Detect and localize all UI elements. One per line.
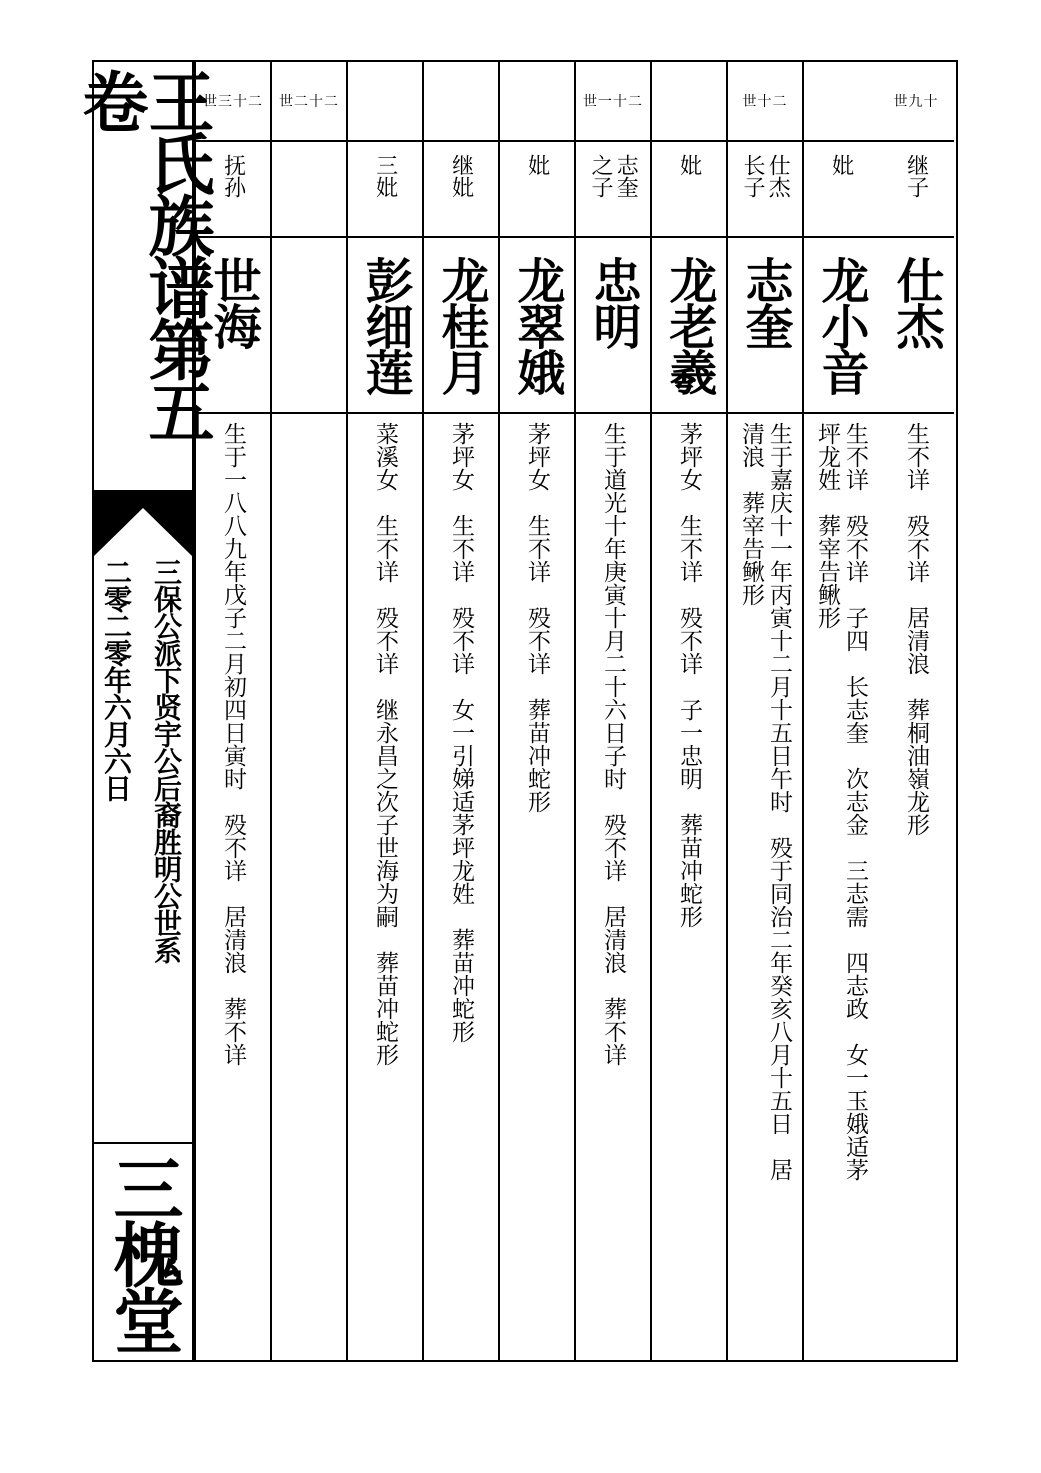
relation-label: 仕杰 长子 <box>728 142 802 238</box>
relation-label: 三妣 <box>348 142 422 238</box>
relation-label: 妣 <box>652 142 726 238</box>
person-column <box>194 62 270 1360</box>
relation-label: 妣 <box>500 142 574 238</box>
generation-label <box>424 62 498 142</box>
person-description: 茅坪女 生不详 殁不详 子一忠明 葬苗冲蛇形 <box>676 422 703 928</box>
generation-label: 世十二 <box>728 62 802 142</box>
genealogy-page <box>71 60 958 1362</box>
subtitle-block <box>94 558 192 1140</box>
left-panel <box>71 62 215 1360</box>
relation-label: 志奎 之子 <box>576 142 650 238</box>
generation-label: 世三十二 <box>196 62 270 142</box>
generation-label <box>348 62 422 142</box>
person-name: 世海 <box>196 238 270 414</box>
person-column <box>574 62 650 1360</box>
lineage-subtitle: 三保公派下贤宇公后裔胜明公世系 <box>150 558 183 963</box>
generation-label <box>804 62 878 142</box>
person-name: 龙老羲 <box>652 238 726 414</box>
person-name <box>272 238 346 414</box>
person-column <box>270 62 346 1360</box>
person-column <box>422 62 498 1360</box>
person-name: 彭细莲 <box>348 238 422 414</box>
relation-label: 抚孙 <box>196 142 270 238</box>
person-name: 志奎 <box>728 238 802 414</box>
person-column <box>802 62 878 1360</box>
person-column <box>498 62 574 1360</box>
generation-label <box>652 62 726 142</box>
person-description <box>272 414 346 1354</box>
generation-label: 世一十二 <box>576 62 650 142</box>
volume-title: 王氏族谱第五卷 <box>71 68 215 440</box>
person-description: 生不详 殁不详 居清浪 葬桐油嶺龙形 <box>903 422 930 836</box>
generation-label: 世二十二 <box>272 62 346 142</box>
hall-name-box <box>94 1144 192 1360</box>
person-column <box>726 62 802 1360</box>
volume-title-box <box>71 62 215 490</box>
person-column <box>650 62 726 1360</box>
genealogy-grid <box>194 62 956 1360</box>
fish-tail-ornament <box>94 496 192 556</box>
person-name: 龙桂月 <box>424 238 498 414</box>
generation-label: 世九十 <box>878 62 954 142</box>
person-description: 茅坪女 生不详 殁不详 女一引娣适茅坪龙姓 葬苗冲蛇形 <box>448 422 475 1043</box>
relation-label: 继子 <box>878 142 954 238</box>
person-description: 茅坪女 生不详 殁不详 葬苗冲蛇形 <box>524 422 551 813</box>
person-description: 生不详 殁不详 子四 长志奎 次志金 三志需 四志政 女一玉娥适茅 坪龙姓 葬宰告鳅形 <box>814 422 869 1181</box>
person-name: 忠明 <box>576 238 650 414</box>
hall-name: 三槐堂 <box>102 1153 185 1351</box>
relation-label: 妣 <box>804 142 878 238</box>
person-description: 生于一八八九年戊子二月初四日寅时 殁不详 居清浪 葬不详 <box>220 422 247 1066</box>
relation-label <box>272 142 346 238</box>
generation-label <box>500 62 574 142</box>
person-description: 菜溪女 生不详 殁不详 继永昌之次子世海为嗣 葬苗冲蛇形 <box>372 422 399 1066</box>
person-column <box>346 62 422 1360</box>
person-name: 仕杰 <box>878 238 954 414</box>
person-description: 生于道光十年庚寅十月二十六日子时 殁不详 居清浪 葬不详 <box>600 422 627 1066</box>
relation-label: 继妣 <box>424 142 498 238</box>
person-name: 龙翠娥 <box>500 238 574 414</box>
person-column <box>878 62 954 1360</box>
person-description: 生于嘉庆十一年丙寅十二月十五日午时 殁于同治二年癸亥八月十五日 居 清浪 葬宰告鳅形 <box>738 422 793 1181</box>
person-name: 龙小音 <box>804 238 878 414</box>
compile-date: 二零二零年六月六日 <box>100 558 133 801</box>
